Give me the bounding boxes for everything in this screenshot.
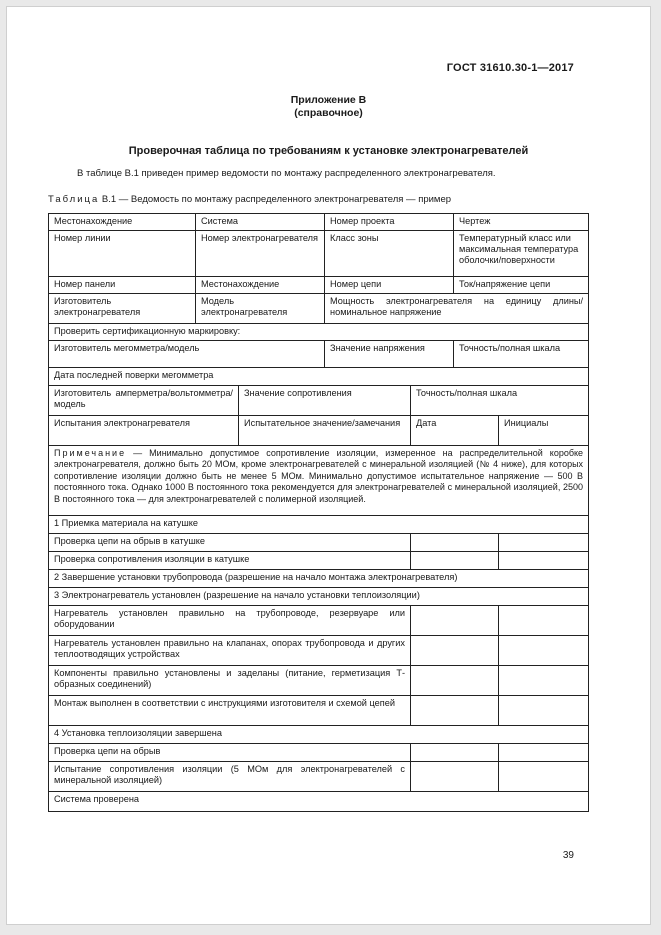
empty-cell xyxy=(411,696,499,726)
appendix-title: Приложение В xyxy=(290,94,367,106)
table-cell: Значение напряжения xyxy=(325,341,454,368)
table-cell: Точность/полная шкала xyxy=(454,341,589,368)
empty-cell xyxy=(499,534,589,552)
table-cell: Проверка сопротивления изоляции в катушке xyxy=(49,552,411,570)
table-row xyxy=(49,792,589,812)
empty-cell xyxy=(499,666,589,696)
empty-cell xyxy=(411,744,499,762)
table-cell: Нагреватель установлен правильно на трубопроводе, резервуаре или оборудовании xyxy=(49,606,411,636)
table-cell: Проверка цепи на обрыв xyxy=(49,744,411,762)
standard-code: ГОСТ 31610.30-1—2017 xyxy=(446,62,574,74)
empty-cell xyxy=(499,636,589,666)
table-row xyxy=(49,386,589,416)
table-cell: Инициалы xyxy=(499,416,589,446)
table-cell: Испытательное значение/замечания xyxy=(239,416,411,446)
table-cell: Изготовитель мегомметра/модель xyxy=(49,341,325,368)
table-row xyxy=(49,534,589,552)
table-cell: Чертеж xyxy=(454,214,589,231)
table-cell: Изготовитель электронагревателя xyxy=(49,294,196,324)
empty-cell xyxy=(499,762,589,792)
table-cell: Номер проекта xyxy=(325,214,454,231)
table-cell: Модель электронагревателя xyxy=(196,294,325,324)
table-row xyxy=(49,231,589,277)
empty-cell xyxy=(411,534,499,552)
table-row xyxy=(49,416,589,446)
section-header-cell: 3 Электронагреватель установлен (разрешение на начало установки теплоизоляции) xyxy=(49,588,589,606)
note-label: Примечание xyxy=(54,448,127,458)
table-row xyxy=(49,666,589,696)
appendix-heading xyxy=(7,94,650,120)
table-cell: Испытание сопротивления изоляции (5 МОм для электронагревателей с минеральной изоляцией) xyxy=(49,762,411,792)
table-row xyxy=(49,552,589,570)
table-row xyxy=(49,324,589,341)
appendix-subtitle: (справочное) xyxy=(294,107,363,119)
table-row xyxy=(49,294,589,324)
empty-cell xyxy=(499,744,589,762)
empty-cell xyxy=(411,552,499,570)
table-cell: Номер панели xyxy=(49,277,196,294)
note-text: — Минимально допустимое сопротивление изоляции, измеренное на распределительной коробке электронагревателя, должно быть 20 МОм, кроме электронагревателей с минеральной изоляцией (№ 4 ниже), для которых сопротивление изоляции должно быть не менее 5 МОм. Минимально допустимое испытательное напряжение — 500 В постоянного тока. Однако 1000 В постоянного тока рекомендуется для электронагревателей с минеральной изоляцией, 2500 В постоянного тока — для электронагревателей с полимерной изоляцией. xyxy=(54,448,584,504)
table-cell: Номер электронагревателя xyxy=(196,231,325,277)
empty-cell xyxy=(411,606,499,636)
table-row xyxy=(49,606,589,636)
table-cell: Местонахождение xyxy=(49,214,196,231)
empty-cell xyxy=(411,636,499,666)
note-cell xyxy=(49,446,589,516)
table-cell: Система проверена xyxy=(49,792,589,812)
table-row xyxy=(49,570,589,588)
intro-paragraph: В таблице В.1 приведен пример ведомости по монтажу распределенного электронагревателя. xyxy=(77,168,496,179)
table-cell: Изготовитель амперметра/вольтомметра/модель xyxy=(49,386,239,416)
table-cell: Компоненты правильно установлены и заделаны (питание, герметизация Т-образных соединений) xyxy=(49,666,411,696)
table-cell: Дата последней поверки мегомметра xyxy=(49,368,589,386)
table-row xyxy=(49,341,589,368)
table-cell: Проверить сертификационную маркировку: xyxy=(49,324,589,341)
table-cell: Мощность электронагревателя на единицу длины/номинальное напряжение xyxy=(325,294,589,324)
table-row xyxy=(49,726,589,744)
table-row xyxy=(49,446,589,516)
table-row xyxy=(49,214,589,231)
table-cell: Точность/полная шкала xyxy=(411,386,589,416)
table-cell: Монтаж выполнен в соответствии с инструкциями изготовителя и схемой цепей xyxy=(49,696,411,726)
empty-cell xyxy=(499,552,589,570)
table-row xyxy=(49,696,589,726)
empty-cell xyxy=(411,762,499,792)
checklist-table xyxy=(48,213,589,812)
table-cell: Значение сопротивления xyxy=(239,386,411,416)
table-caption-prefix: Таблица xyxy=(48,194,100,205)
table-row xyxy=(49,636,589,666)
table-row xyxy=(49,368,589,386)
table-cell: Класс зоны xyxy=(325,231,454,277)
document-page xyxy=(6,6,651,925)
section-header-cell: 1 Приемка материала на катушке xyxy=(49,516,589,534)
section-title: Проверочная таблица по требованиям к установке электронагревателей xyxy=(128,145,529,157)
table-cell: Ток/напряжение цепи xyxy=(454,277,589,294)
table-cell: Местонахождение xyxy=(196,277,325,294)
page-number: 39 xyxy=(562,850,574,861)
table-cell: Испытания электронагревателя xyxy=(49,416,239,446)
table-cell: Система xyxy=(196,214,325,231)
table-caption-text: В.1 — Ведомость по монтажу распределенного электронагревателя — пример xyxy=(101,194,452,205)
empty-cell xyxy=(499,696,589,726)
empty-cell xyxy=(499,606,589,636)
table-row xyxy=(49,277,589,294)
table-cell: Нагреватель установлен правильно на клапанах, опорах трубопровода и других теплоотводящих устройствах xyxy=(49,636,411,666)
table-cell: Температурный класс или максимальная температура оболочки/поверхности xyxy=(454,231,589,277)
table-row xyxy=(49,762,589,792)
empty-cell xyxy=(411,666,499,696)
table-cell: Дата xyxy=(411,416,499,446)
table-cell: Проверка цепи на обрыв в катушке xyxy=(49,534,411,552)
table-row xyxy=(49,744,589,762)
section-header-cell: 4 Установка теплоизоляции завершена xyxy=(49,726,589,744)
table-caption xyxy=(48,194,451,205)
table-cell: Номер линии xyxy=(49,231,196,277)
section-header-cell: 2 Завершение установки трубопровода (разрешение на начало монтажа электронагревателя) xyxy=(49,570,589,588)
table-row xyxy=(49,588,589,606)
table-row xyxy=(49,516,589,534)
table-cell: Номер цепи xyxy=(325,277,454,294)
